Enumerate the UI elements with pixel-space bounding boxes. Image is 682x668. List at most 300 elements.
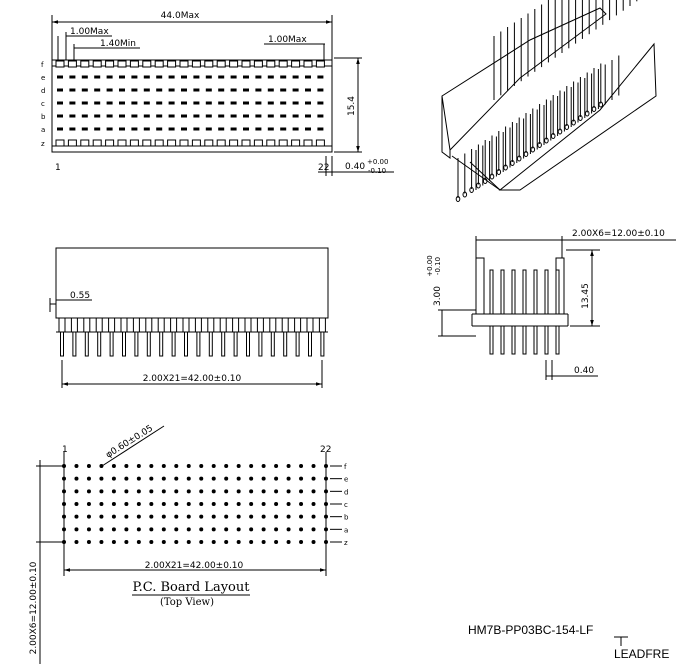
pcb-row-label: c (344, 501, 348, 509)
top-pin (218, 89, 224, 92)
top-pin-contact (118, 140, 126, 146)
top-pin-contact (68, 140, 76, 146)
top-pin (193, 102, 199, 105)
top-pin-first: 1 (55, 163, 61, 173)
pcb-hole (137, 527, 141, 531)
pcb-hole (99, 464, 103, 468)
lead-width-dim: 0.55 (70, 291, 91, 301)
pcb-hole (262, 515, 266, 519)
pcb-hole (287, 527, 291, 531)
top-pin (69, 89, 75, 92)
top-pin-contact (230, 61, 238, 67)
pcb-hole (237, 489, 241, 493)
side-span-dim: 2.00X21=42.00±0.10 (142, 374, 242, 384)
pcb-hole (74, 477, 78, 481)
pcb-hole (187, 540, 191, 544)
top-pin (82, 128, 88, 131)
top-row-label: d (41, 87, 46, 95)
top-row-label: f (41, 61, 44, 69)
pcb-hole (274, 515, 278, 519)
top-pin-contact (254, 140, 262, 146)
side-pin-shoulder (245, 318, 251, 332)
top-pin-contact (279, 140, 287, 146)
pcb-hole (149, 527, 153, 531)
top-pin (280, 89, 286, 92)
side-pin-tail (309, 332, 312, 356)
top-pin-contact (143, 140, 151, 146)
pcb-hole (212, 540, 216, 544)
top-pin (181, 128, 187, 131)
top-pin-contact (106, 140, 114, 146)
pcb-hole (262, 464, 266, 468)
top-pin (181, 89, 187, 92)
top-pin-contact (292, 61, 300, 67)
side-pin-shoulder (59, 318, 65, 332)
side-pin-tail (135, 332, 138, 356)
pcb-hole (174, 464, 178, 468)
top-pin (255, 76, 261, 79)
pcb-hole (112, 489, 116, 493)
tail-dim-sub: -0.10 (434, 256, 442, 276)
side-view (50, 248, 328, 388)
top-pin-contact (230, 140, 238, 146)
pcb-hole (74, 502, 78, 506)
top-pin (255, 115, 261, 118)
pcb-hole (262, 502, 266, 506)
side-pin-shoulder (96, 318, 102, 332)
pcb-hole (312, 489, 316, 493)
top-pin (206, 89, 212, 92)
pcb-hole (137, 540, 141, 544)
side-pin-tail (160, 332, 163, 356)
pcb-hole (74, 540, 78, 544)
top-pin-contact (316, 140, 324, 146)
offset-dim-sup: +0.00 (367, 158, 389, 166)
pcb-layout (36, 423, 342, 664)
end-pin-contact (501, 270, 504, 314)
top-pin-contact (81, 61, 89, 67)
pcb-span-x-dim: 2.00X21=42.00±0.10 (144, 561, 244, 571)
pcb-hole (287, 502, 291, 506)
pcb-hole (149, 502, 153, 506)
pcb-hole (324, 502, 328, 506)
pcb-hole (249, 527, 253, 531)
top-pin (255, 89, 261, 92)
pcb-row-label: d (344, 488, 349, 497)
side-pin-shoulder (183, 318, 189, 332)
pcb-hole (124, 489, 128, 493)
top-pin (169, 128, 175, 131)
offset-dim: 0.40 (345, 162, 366, 172)
side-pin-shoulder (220, 318, 226, 332)
top-pin (144, 102, 150, 105)
top-pin (169, 102, 175, 105)
top-pin (305, 102, 311, 105)
top-pin (57, 76, 63, 79)
top-pin-contact (93, 140, 101, 146)
top-pin (94, 128, 100, 131)
pcb-hole (274, 464, 278, 468)
pcb-hole (299, 515, 303, 519)
top-pin (156, 115, 162, 118)
pcb-hole (237, 464, 241, 468)
pcb-hole (299, 540, 303, 544)
top-pin (243, 128, 249, 131)
top-pin (94, 89, 100, 92)
top-pin (255, 128, 261, 131)
pcb-hole (274, 489, 278, 493)
top-pin-contact (304, 140, 312, 146)
pcb-hole (124, 540, 128, 544)
pcb-hole (174, 502, 178, 506)
side-pin-tail (197, 332, 200, 356)
top-pin (293, 89, 299, 92)
top-pin (305, 128, 311, 131)
side-pin-shoulder (270, 318, 276, 332)
end-pin-tail (545, 326, 548, 354)
pcb-hole (187, 489, 191, 493)
pcb-hole-grid (62, 464, 328, 544)
side-pin-shoulder (71, 318, 77, 332)
end-span-dim: 2.00X6=12.00±0.10 (572, 229, 665, 239)
side-pin-shoulder (257, 318, 263, 332)
top-pin (268, 128, 274, 131)
side-pin-shoulder (158, 318, 164, 332)
pcb-hole (174, 540, 178, 544)
pcb-hole (99, 477, 103, 481)
pcb-span-y-dim: 2.00X6=12.00±0.10 (29, 561, 39, 655)
top-pin (144, 76, 150, 79)
pcb-hole (312, 502, 316, 506)
pcb-hole (174, 477, 178, 481)
pcb-hole (99, 527, 103, 531)
pcb-pin-first: 1 (62, 445, 68, 455)
side-pins (59, 318, 325, 356)
top-pin (280, 102, 286, 105)
pcb-hole (112, 464, 116, 468)
pcb-hole (62, 540, 66, 544)
pcb-hole (249, 540, 253, 544)
top-pin (119, 76, 125, 79)
pcb-hole (112, 502, 116, 506)
top-pin (131, 128, 137, 131)
pcb-hole (249, 515, 253, 519)
pcb-hole (187, 527, 191, 531)
top-pin (218, 115, 224, 118)
top-pin (107, 115, 113, 118)
pcb-hole (237, 502, 241, 506)
pcb-hole (162, 464, 166, 468)
pcb-hole (137, 502, 141, 506)
hole-dia-dim: φ0.60±0.05 (104, 423, 156, 461)
pcb-hole (299, 502, 303, 506)
pcb-hole (312, 477, 316, 481)
pcb-hole (199, 502, 203, 506)
end-pin-tail (556, 326, 559, 354)
pcb-hole (162, 477, 166, 481)
top-pin (156, 89, 162, 92)
pcb-hole (274, 477, 278, 481)
pcb-hole (149, 464, 153, 468)
pcb-hole (199, 464, 203, 468)
top-pin (218, 76, 224, 79)
pcb-hole (287, 540, 291, 544)
top-pin (131, 115, 137, 118)
pcb-hole (249, 477, 253, 481)
top-pin (82, 89, 88, 92)
pcb-row-label: a (344, 526, 349, 535)
end-pin-tail (512, 326, 515, 354)
top-pin (218, 128, 224, 131)
side-pin-tail (147, 332, 150, 356)
top-pin (69, 102, 75, 105)
pcb-hole (162, 527, 166, 531)
top-pin (156, 102, 162, 105)
pcb-hole (312, 464, 316, 468)
pcb-hole (324, 489, 328, 493)
top-pin (144, 89, 150, 92)
top-pin (317, 89, 323, 92)
tail-dim-sup: +0.00 (426, 255, 434, 277)
top-row-label: c (41, 100, 45, 108)
top-pin-contact (56, 61, 64, 67)
pcb-hole (137, 464, 141, 468)
left-edge-dim: 1.00Max (70, 27, 109, 37)
top-pin (231, 115, 237, 118)
top-pin (293, 115, 299, 118)
top-pin (255, 102, 261, 105)
top-pin-contact (68, 61, 76, 67)
top-row-label: b (41, 113, 46, 121)
offset-dim-sub: -0.10 (368, 167, 387, 175)
side-pin-shoulder (171, 318, 177, 332)
top-pin (268, 102, 274, 105)
top-pin (107, 128, 113, 131)
side-pin-tail (73, 332, 76, 356)
top-pin (193, 76, 199, 79)
top-pin (206, 102, 212, 105)
top-pin (57, 89, 63, 92)
end-pins (490, 270, 559, 354)
top-pin-contact (106, 61, 114, 67)
side-pin-shoulder (109, 318, 115, 332)
pcb-hole (149, 515, 153, 519)
pcb-hole (174, 527, 178, 531)
top-pin-grid (56, 61, 324, 146)
pcb-hole (62, 477, 66, 481)
top-pin (317, 76, 323, 79)
pcb-hole (137, 515, 141, 519)
top-pin-contact (155, 61, 163, 67)
pcb-hole (74, 464, 78, 468)
leadfree-label: LEADFRE (614, 647, 670, 661)
pcb-hole (262, 540, 266, 544)
top-pin (131, 89, 137, 92)
pcb-hole (262, 489, 266, 493)
pcb-hole (149, 540, 153, 544)
side-pin-tail (247, 332, 250, 356)
pcb-hole (87, 527, 91, 531)
pcb-hole (299, 477, 303, 481)
pcb-hole (249, 489, 253, 493)
pcb-hole (312, 540, 316, 544)
pcb-hole (174, 489, 178, 493)
pcb-hole (112, 527, 116, 531)
top-pin (69, 128, 75, 131)
top-pin (268, 89, 274, 92)
end-pin-contact (512, 270, 515, 314)
pcb-hole (99, 515, 103, 519)
pcb-hole (87, 502, 91, 506)
pcb-hole (187, 515, 191, 519)
top-pin (305, 115, 311, 118)
pcb-hole (287, 515, 291, 519)
side-pin-shoulder (195, 318, 201, 332)
side-pin-tail (172, 332, 175, 356)
pcb-hole (174, 515, 178, 519)
top-pin (243, 76, 249, 79)
pcb-hole (287, 477, 291, 481)
top-pin (94, 76, 100, 79)
top-pin (107, 89, 113, 92)
top-pin (57, 115, 63, 118)
pcb-hole (262, 477, 266, 481)
top-pin (305, 89, 311, 92)
top-pin (57, 128, 63, 131)
top-pin-contact (168, 61, 176, 67)
top-pin (305, 76, 311, 79)
pcb-hole (212, 464, 216, 468)
top-pin (69, 115, 75, 118)
top-pin (243, 89, 249, 92)
top-pin (181, 102, 187, 105)
pcb-hole (199, 515, 203, 519)
tail-dim: 3.00 (433, 285, 443, 307)
top-row-label: e (41, 74, 46, 82)
pcb-hole (199, 477, 203, 481)
pcb-hole (274, 502, 278, 506)
pcb-hole (249, 464, 253, 468)
top-pin (82, 76, 88, 79)
pcb-hole (137, 489, 141, 493)
top-pin (82, 115, 88, 118)
pcb-hole (237, 515, 241, 519)
pcb-hole (237, 527, 241, 531)
pcb-hole (324, 464, 328, 468)
top-pin (293, 102, 299, 105)
side-pin-shoulder (146, 318, 152, 332)
top-pin (107, 76, 113, 79)
top-pin (206, 115, 212, 118)
top-pin (181, 76, 187, 79)
overall-width-dim: 44.0Max (160, 11, 200, 21)
top-pin (231, 102, 237, 105)
pcb-hole (199, 540, 203, 544)
pcb-hole (62, 464, 66, 468)
side-pin-shoulder (307, 318, 313, 332)
top-pin (119, 128, 125, 131)
side-pin-shoulder (233, 318, 239, 332)
side-pin-shoulder (208, 318, 214, 332)
pcb-pin-last: 22 (320, 445, 332, 455)
lead-dim: 0.40 (574, 366, 595, 376)
side-pin-tail (234, 332, 237, 356)
pcb-hole (212, 502, 216, 506)
top-pin-contact (267, 140, 275, 146)
pcb-hole (274, 527, 278, 531)
top-pin-contact (81, 140, 89, 146)
pcb-hole (162, 540, 166, 544)
top-pin-contact (155, 140, 163, 146)
side-pin-tail (321, 332, 324, 356)
part-number: HM7B-PP03BC-154-LF (468, 623, 594, 637)
top-pin (119, 115, 125, 118)
pcb-hole (324, 527, 328, 531)
top-pin-contact (292, 140, 300, 146)
side-pin-tail (284, 332, 287, 356)
pcb-hole (187, 464, 191, 468)
pcb-hole (149, 477, 153, 481)
pcb-hole (99, 540, 103, 544)
top-pin (193, 115, 199, 118)
side-pin-tail (259, 332, 262, 356)
pcb-row-label: b (344, 513, 349, 522)
pcb-hole (262, 527, 266, 531)
top-pin (169, 89, 175, 92)
top-pin-contact (168, 140, 176, 146)
pcb-hole (162, 515, 166, 519)
top-pin-contact (279, 61, 287, 67)
pcb-hole (62, 527, 66, 531)
top-pin-contact (254, 61, 262, 67)
pcb-hole (74, 489, 78, 493)
pcb-hole (99, 502, 103, 506)
pcb-hole (112, 540, 116, 544)
side-pin-tail (123, 332, 126, 356)
end-pin-tail (490, 326, 493, 354)
top-pin (94, 115, 100, 118)
top-pin (144, 128, 150, 131)
pcb-hole (112, 515, 116, 519)
side-pin-tail (296, 332, 299, 356)
pcb-hole (224, 527, 228, 531)
pcb-hole (199, 489, 203, 493)
top-row-label: z (41, 140, 45, 148)
top-pin-contact (130, 140, 138, 146)
top-pin (181, 115, 187, 118)
pcb-hole (312, 527, 316, 531)
top-pin (156, 76, 162, 79)
side-pin-shoulder (319, 318, 325, 332)
pcb-hole (124, 477, 128, 481)
top-pin (131, 102, 137, 105)
side-pin-shoulder (121, 318, 127, 332)
side-pin-tail (61, 332, 64, 356)
top-pin-contact (192, 140, 200, 146)
top-pin-contact (267, 61, 275, 67)
pcb-hole (324, 477, 328, 481)
pcb-hole (224, 502, 228, 506)
pcb-hole (212, 477, 216, 481)
pcb-hole (187, 502, 191, 506)
pcb-hole (87, 477, 91, 481)
pcb-hole (224, 540, 228, 544)
pcb-hole (199, 527, 203, 531)
pcb-hole (299, 527, 303, 531)
top-pin (280, 76, 286, 79)
side-pin-shoulder (282, 318, 288, 332)
top-pin (206, 76, 212, 79)
